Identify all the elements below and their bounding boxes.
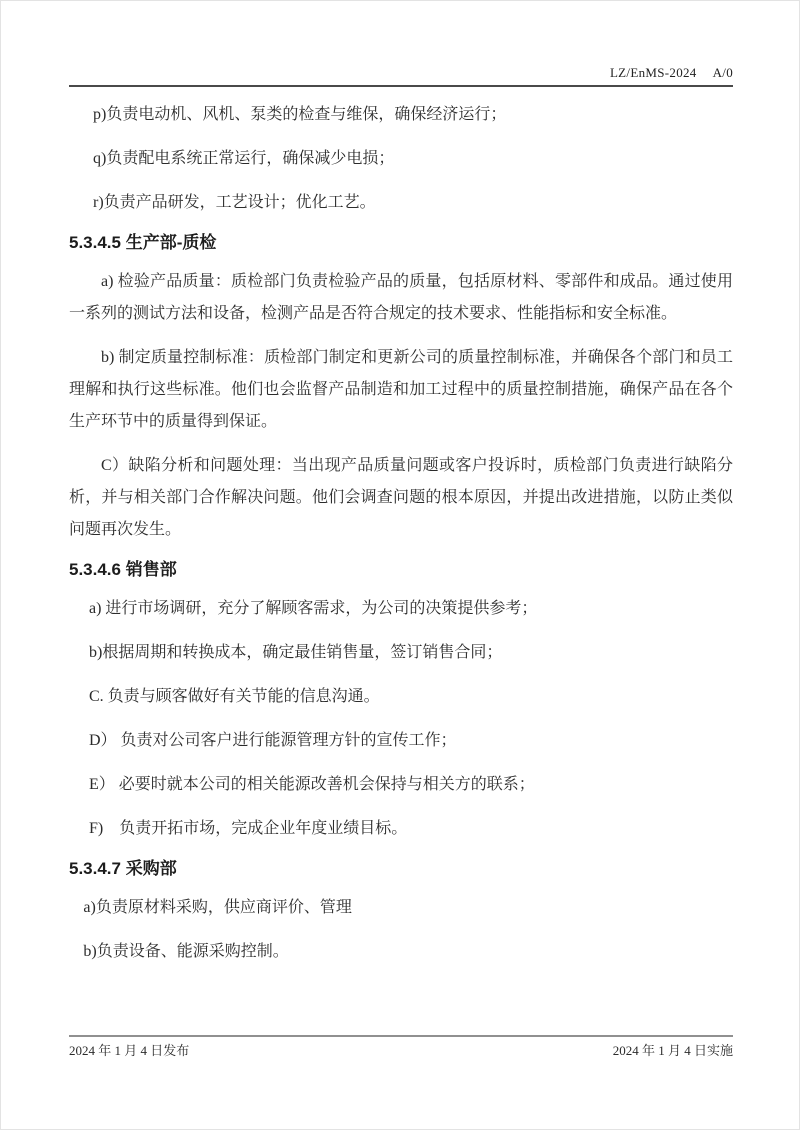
paragraph-sales-a: a) 进行市场调研，充分了解顾客需求，为公司的决策提供参考； (89, 600, 538, 617)
paragraph-purchasing-b: b)负责设备、能源采购控制。 (83, 943, 289, 960)
paragraph-sales-f: F) 负责开拓市场，完成企业年度业绩目标。 (89, 820, 408, 837)
section-heading-purchasing: 5.3.4.7 采购部 (69, 859, 177, 878)
paragraph-item-r: r)负责产品研发，工艺设计；优化工艺。 (93, 194, 376, 211)
paragraph-item-q: q)负责配电系统正常运行，确保减少电损； (93, 150, 395, 167)
paragraph-purchasing-a: a)负责原材料采购，供应商评价、管理 (83, 899, 352, 916)
paragraph-sales-c: C. 负责与顾客做好有关节能的信息沟通。 (89, 688, 380, 705)
section-heading-production-qc: 5.3.4.5 生产部-质检 (69, 233, 217, 252)
paragraph-sales-e: E） 必要时就本公司的相关能源改善机会保持与相关方的联系； (89, 776, 535, 793)
paragraph-qc-b: b) 制定质量控制标准：质检部门制定和更新公司的质量控制标准，并确保各个部门和员工理解和执行这些标准。他们也会监督产品制造和加工过程中的质量控制措施，确保产品在各个生产环节中的质量得到保证。 (69, 349, 733, 430)
paragraph-qc-c: C）缺陷分析和问题处理：当出现产品质量问题或客户投诉时，质检部门负责进行缺陷分析，并与相关部门合作解决问题。他们会调查问题的根本原因，并提出改进措施，以防止类似问题再次发生。 (69, 457, 733, 538)
page-footer (69, 1035, 733, 1059)
page-header (69, 1, 733, 87)
section-heading-sales: 5.3.4.6 销售部 (69, 560, 177, 579)
release-date-text: 2024 年 1 月 4 日发布 (69, 1043, 190, 1058)
paragraph-sales-b: b)根据周期和转换成本，确定最佳销售量，签订销售合同； (89, 644, 503, 661)
doc-revision-text: A/0 (712, 65, 733, 80)
paragraph-sales-d: D） 负责对公司客户进行能源管理方针的宣传工作； (89, 732, 457, 749)
paragraph-item-p: p)负责电动机、风机、泵类的检查与维保，确保经济运行； (93, 106, 507, 123)
doc-code-text: LZ/EnMS-2024 (609, 65, 697, 80)
paragraph-qc-a: a) 检验产品质量：质检部门负责检验产品的质量，包括原材料、零部件和成品。通过使用一系列的测试方法和设备，检测产品是否符合规定的技术要求、性能指标和安全标准。 (69, 273, 733, 322)
document-body (69, 87, 733, 968)
implementation-date-text: 2024 年 1 月 4 日实施 (612, 1043, 733, 1058)
